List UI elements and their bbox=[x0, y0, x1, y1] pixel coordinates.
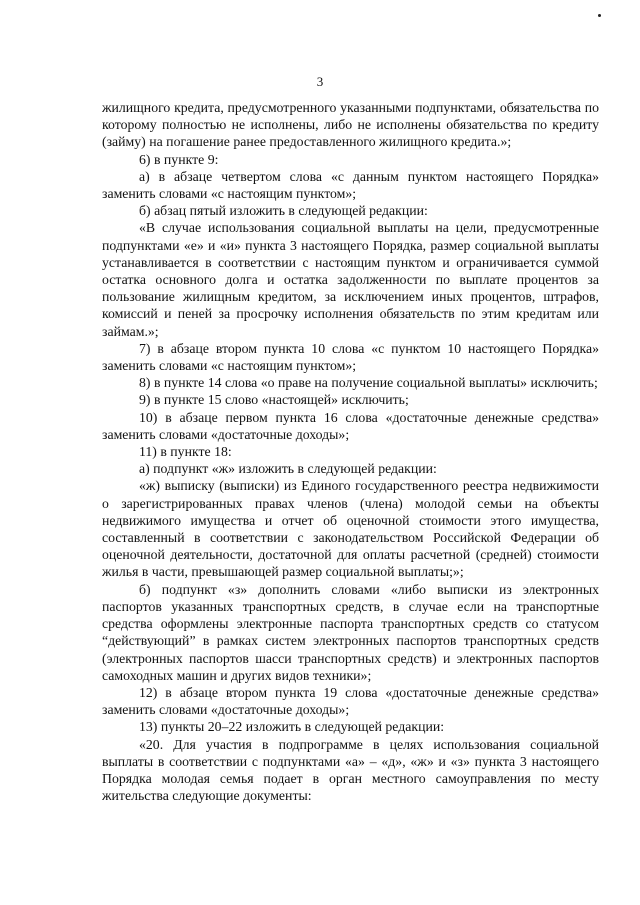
paragraph: «20. Для участия в подпрограмме в целях использования социальной выплаты в соответствии с подпунктами «а» – «д», «ж» и «з» пункта 3 настоящего Порядка молодая семья подает в орган местного самоуправления по месту жительства следующие документы: bbox=[102, 736, 599, 804]
paragraph: 11) в пункте 18: bbox=[139, 444, 232, 460]
paragraph: 7) в абзаце втором пункта 10 слова «с пунктом 10 настоящего Порядка» заменить словами «с настоящим пунктом»; bbox=[102, 340, 599, 374]
paragraph: 10) в абзаце первом пункта 16 слова «достаточные денежные средства» заменить словами «достаточные доходы»; bbox=[102, 409, 599, 442]
paragraph: 9) в пункте 15 слово «настоящей» исключить; bbox=[139, 392, 409, 408]
paragraph: 12) в абзаце втором пункта 19 слова «достаточные денежные средства» заменить словами «достаточные доходы»; bbox=[102, 684, 599, 718]
paragraph: а) подпункт «ж» изложить в следующей редакции: bbox=[139, 461, 437, 477]
paragraph: «В случае использования социальной выплаты на цели, предусмотренные подпунктами «е» и «и» пункта 3 настоящего Порядка, размер социальной выплаты устанавливается в соответствии с настоящим пунктом и ограничивается суммой остатка основного долга и остатка задолженности по выплате процентов за пользование жилищным кредитом, за исключением иных процентов, штрафов, комиссий и пеней за просрочку исполнения обязательств по этим кредитам или займам.»; bbox=[102, 220, 599, 339]
paragraph: б) подпункт «з» дополнить словами «либо выписки из электронных паспортов указанных транспортных средств, в случае если на транспортные средства оформлены электронные паспорта транспортных средств со статусом “действующий” в рамках систем электронных паспортов транспортных средств (электронных паспортов шасси транспортных средств) и электронных паспортов самоходных машин и других видов техники»; bbox=[102, 581, 599, 683]
paragraph: жилищного кредита, предусмотренного указанными подпунктами, обязательства по которому полностью не исполнены, либо не исполнены обязательства по кредиту (займу) на погашение ранее предоставленного жилищного кредита.»; bbox=[102, 100, 599, 150]
paragraph: 6) в пункте 9: bbox=[139, 151, 219, 167]
paragraph: а) в абзаце четвертом слова «с данным пунктом настоящего Порядка» заменить словами «с настоящим пунктом»; bbox=[102, 168, 599, 202]
page-number: 3 bbox=[316, 74, 324, 89]
paragraph: 13) пункты 20–22 изложить в следующей редакции: bbox=[139, 719, 445, 735]
paragraph: б) абзац пятый изложить в следующей редакции: bbox=[139, 203, 428, 219]
paragraph: 8) в пункте 14 слова «о праве на получение социальной выплаты» исключить; bbox=[139, 375, 598, 391]
paragraph: «ж) выписку (выписки) из Единого государственного реестра недвижимости о зарегистрированных правах членов (члена) молодой семьи на объекты недвижимого имущества и отчет об оценочной стоимости этого имущества, составленный в соответствии с законодательством Российской Федерации об оценочной деятельности, достаточной для оплаты расчетной (средней) стоимости жилья в части, превышающей размер социальной выплаты;»; bbox=[102, 478, 599, 580]
scan-mark bbox=[598, 14, 601, 17]
document-body bbox=[102, 99, 599, 804]
